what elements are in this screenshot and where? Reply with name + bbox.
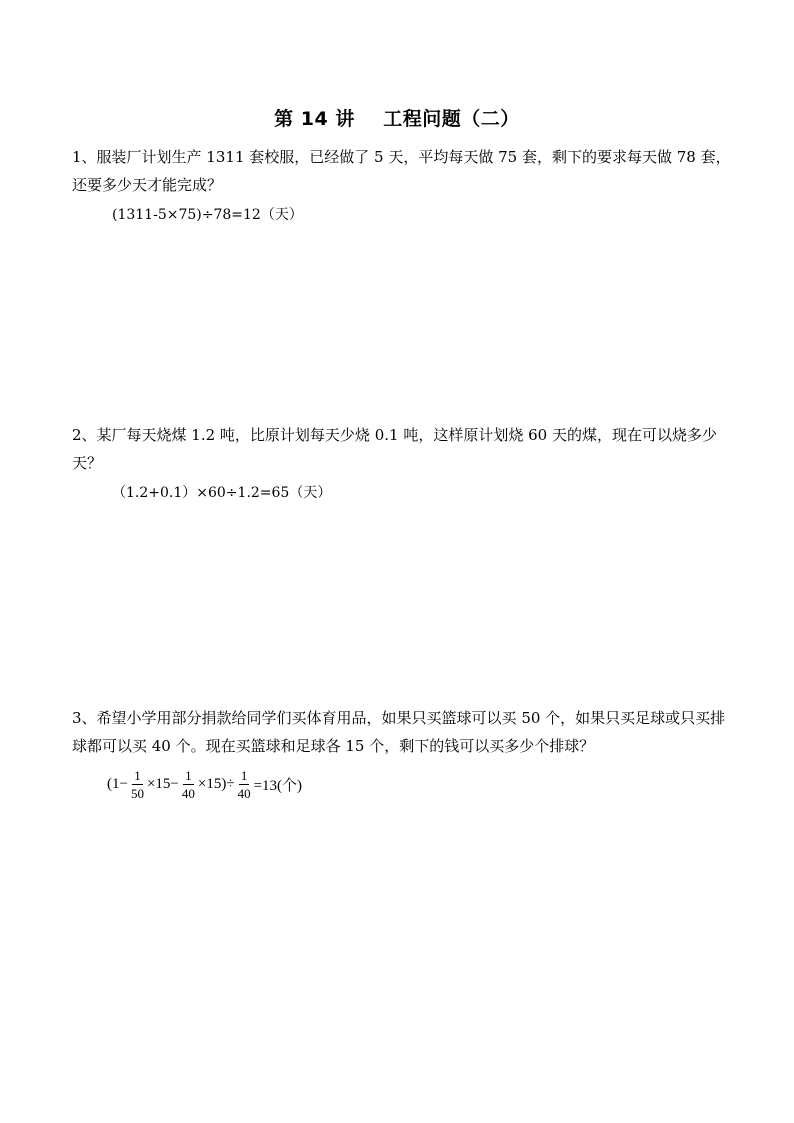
problem-2 [72,421,732,503]
formula-open: (1− [107,775,128,792]
problem-2-text: 2、某厂每天烧煤 1.2 吨，比原计划每天少烧 0.1 吨，这样原计划烧 60 天的煤，现在可以烧多少天？ [72,426,717,472]
formula-part-2: ×15− [146,775,179,792]
fraction-denominator: 40 [181,785,195,801]
problem-3 [72,704,732,760]
fraction-denominator: 40 [237,785,251,801]
fraction-numerator: 1 [240,767,248,783]
fraction-numerator: 1 [134,767,141,783]
problem-1 [72,143,732,225]
formula-part-3: ×15)÷ [197,775,235,792]
fraction-1-40 [182,769,195,800]
problem-3-text: 3、希望小学用部分捐款给同学们买体育用品，如果只买篮球可以买 50 个，如果只买足球或只买排球都可以买 40 个。现在买篮球和足球各 15 个，剩下的钱可以买多少个排球？ [72,709,726,755]
page-title: 第 14 讲 工程问题（二） [274,108,520,130]
fraction-denominator: 50 [130,785,144,801]
fraction-1-40-divisor [238,769,251,800]
fraction-numerator: 1 [185,767,192,783]
problem-3-solution [106,764,303,804]
problem-1-text: 1、服装厂计划生产 1311 套校服，已经做了 5 天，平均每天做 75 套，剩下的要求每天做 78 套，还要多少天才能完成？ [72,148,731,194]
formula-result: =13(个) [253,777,303,794]
problem-1-solution: (1311-5×75)÷78=12（天） [112,207,303,223]
fraction-1-50 [131,769,144,800]
problem-2-solution: （1.2+0.1）×60÷1.2=65（天） [112,485,332,501]
